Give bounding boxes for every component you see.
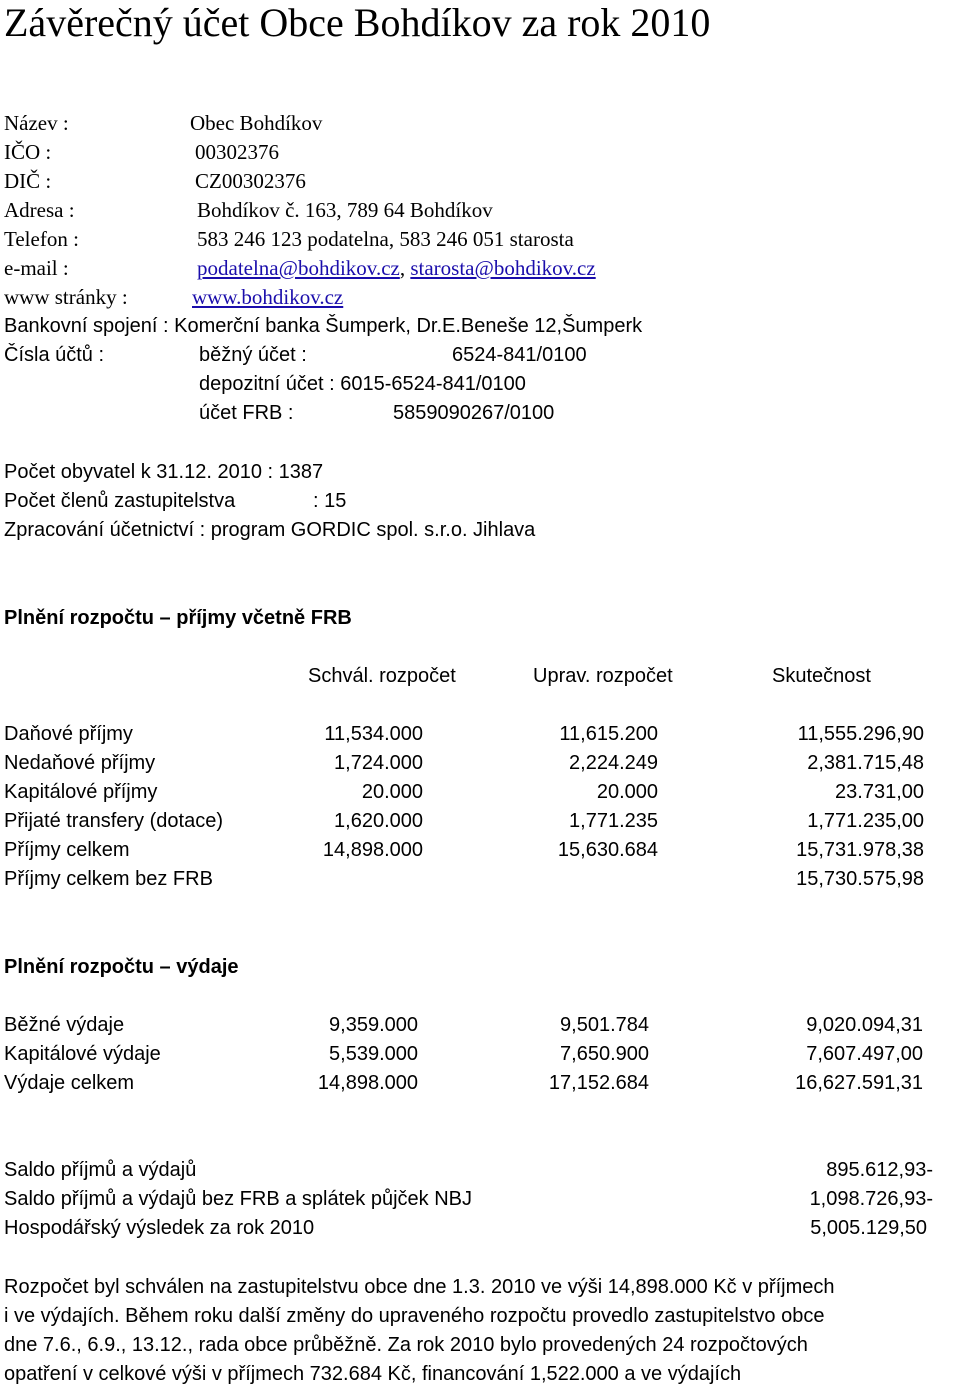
table-row-label: Příjmy celkem bez FRB <box>4 868 213 890</box>
table-cell-uprav: 20.000 <box>596 781 658 803</box>
vydaje-heading: Plnění rozpočtu – výdaje <box>4 956 239 978</box>
table-cell-uprav: 9,501.784 <box>560 1014 649 1036</box>
table-cell-uprav: 15,630.684 <box>557 839 658 861</box>
table-cell-skut: 16,627.591,31 <box>795 1072 923 1094</box>
table-cell-schval: 11,534.000 <box>324 723 423 745</box>
email-label: e-mail : <box>4 256 69 280</box>
table-row-label: Nedaňové příjmy <box>4 752 156 774</box>
hospodarsky-vysledek-label: Hospodářský výsledek za rok 2010 <box>4 1217 315 1239</box>
ucty-label: Čísla účtů : <box>4 344 105 366</box>
www-link[interactable]: www.bohdikov.cz <box>192 285 344 309</box>
dic-label: DIČ : <box>4 169 52 193</box>
nazev-label: Název : <box>4 111 69 135</box>
saldo-bez-frb-value: 1,098.726,93- <box>809 1188 933 1210</box>
table-cell-uprav: 11,615.200 <box>559 723 658 745</box>
bezny-ucet-label: běžný účet : <box>199 344 307 366</box>
saldo-bez-frb-label: Saldo příjmů a výdajů bez FRB a splátek půjček NBJ <box>4 1188 472 1210</box>
zpracovani-ucetnictvi: Zpracování účetnictví : program GORDIC spol. s.r.o. Jihlava <box>4 519 536 541</box>
table-cell-skut: 2,381.715,48 <box>807 752 924 774</box>
table-cell-schval: 1,724.000 <box>334 752 423 774</box>
saldo-value: 895.612,93- <box>826 1159 933 1181</box>
paragraph-line: dne 7.6., 6.9., 13.12., rada obce průběžně. Za rok 2010 bylo provedených 24 rozpočtových <box>4 1334 808 1356</box>
table-row-label: Přijaté transfery (dotace) <box>4 810 223 832</box>
dic-value: CZ00302376 <box>195 169 306 193</box>
depozitni-ucet: depozitní účet : 6015-6524-841/0100 <box>199 373 526 395</box>
paragraph-line: i ve výdajích. Během roku další změny do upraveného rozpočtu provedlo zastupitelstvo obce <box>4 1305 825 1327</box>
adresa-label: Adresa : <box>4 198 75 222</box>
table-cell-skut: 15,730.575,98 <box>796 868 924 890</box>
saldo-label: Saldo příjmů a výdajů <box>4 1159 197 1181</box>
table-cell-uprav: 2,224.249 <box>569 752 658 774</box>
table-cell-skut: 11,555.296,90 <box>797 723 924 745</box>
email-link-podatelna[interactable]: podatelna@bohdikov.cz <box>197 256 400 280</box>
bezny-ucet-value: 6524-841/0100 <box>452 344 587 366</box>
table-cell-schval: 14,898.000 <box>322 839 423 861</box>
table-cell-skut: 7,607.497,00 <box>806 1043 923 1065</box>
table-row-label: Příjmy celkem <box>4 839 130 861</box>
table-cell-skut: 23.731,00 <box>835 781 924 803</box>
frb-ucet-label: účet FRB : <box>199 402 294 424</box>
paragraph-line: opatření v celkové výši v příjmech 732.684 Kč, financování 1,522.000 a ve výdajích <box>4 1363 742 1385</box>
nazev-value: Obec Bohdíkov <box>190 111 323 135</box>
table-cell-uprav: 7,650.900 <box>560 1043 649 1065</box>
ico-label: IČO : <box>4 140 52 164</box>
frb-ucet-value: 5859090267/0100 <box>393 402 555 424</box>
table-cell-skut: 15,731.978,38 <box>796 839 924 861</box>
col-schvaleny-rozpocet: Schvál. rozpočet <box>308 665 456 687</box>
adresa-value: Bohdíkov č. 163, 789 64 Bohdíkov <box>197 198 493 222</box>
email-link-starosta[interactable]: starosta@bohdikov.cz <box>410 256 596 280</box>
bank-line: Bankovní spojení : Komerční banka Šumperk, Dr.E.Beneše 12,Šumperk <box>4 315 643 337</box>
www-label: www stránky : <box>4 285 128 309</box>
table-row-label: Výdaje celkem <box>4 1072 135 1094</box>
telefon-value: 583 246 123 podatelna, 583 246 051 starosta <box>197 227 574 251</box>
ico-value: 00302376 <box>195 140 279 164</box>
telefon-label: Telefon : <box>4 227 79 251</box>
email-separator: , <box>399 256 411 280</box>
paragraph-line: Rozpočet byl schválen na zastupitelstvu obce dne 1.3. 2010 ve výši 14,898.000 Kč v příjmech <box>4 1276 835 1298</box>
email-values <box>197 255 596 281</box>
table-cell-uprav: 17,152.684 <box>548 1072 649 1094</box>
pocet-clenu-value: : 15 <box>313 490 347 512</box>
table-row-label: Kapitálové příjmy <box>4 781 158 803</box>
table-cell-schval: 5,539.000 <box>329 1043 418 1065</box>
table-cell-schval: 9,359.000 <box>329 1014 418 1036</box>
col-upraveny-rozpocet: Uprav. rozpočet <box>533 665 673 687</box>
hospodarsky-vysledek-value: 5,005.129,50 <box>810 1217 927 1239</box>
table-row-label: Kapitálové výdaje <box>4 1043 161 1065</box>
table-cell-skut: 9,020.094,31 <box>806 1014 923 1036</box>
table-cell-schval: 1,620.000 <box>334 810 423 832</box>
page-title: Závěrečný účet Obce Bohdíkov za rok 2010 <box>4 0 711 45</box>
table-cell-skut: 1,771.235,00 <box>807 810 924 832</box>
pocet-clenu-label: Počet členů zastupitelstva <box>4 490 236 512</box>
table-cell-schval: 20.000 <box>361 781 423 803</box>
table-row-label: Daňové příjmy <box>4 723 133 745</box>
table-cell-uprav: 1,771.235 <box>569 810 658 832</box>
pocet-obyvatel: Počet obyvatel k 31.12. 2010 : 1387 <box>4 461 324 483</box>
prijmy-heading: Plnění rozpočtu – příjmy včetně FRB <box>4 607 352 629</box>
col-skutecnost: Skutečnost <box>772 665 871 687</box>
table-row-label: Běžné výdaje <box>4 1014 125 1036</box>
table-cell-schval: 14,898.000 <box>317 1072 418 1094</box>
